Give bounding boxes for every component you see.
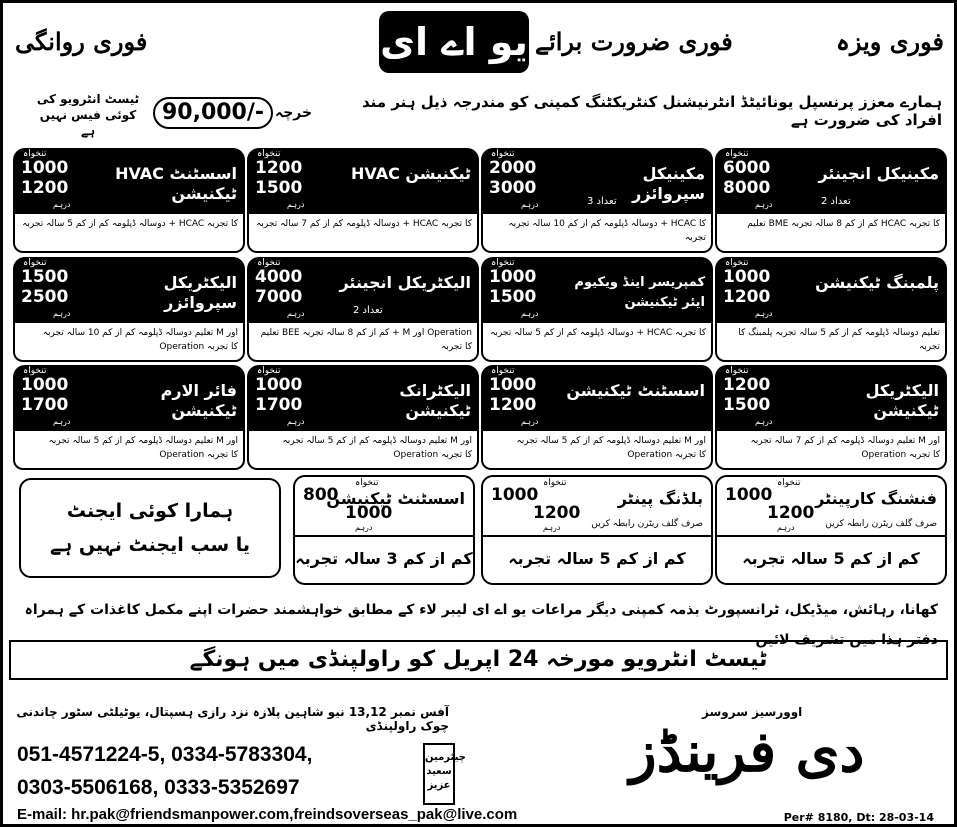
salary-label: تنخواہ [543, 478, 567, 488]
salary-min: 1000 [21, 158, 69, 178]
salary-max: 1200 [489, 395, 537, 415]
salary-min: 800 [303, 485, 339, 505]
facilities-text: کھانا، رہائش، میڈیکل، ٹرانسپورٹ بذمہ کمپنی دیگر مراعات یو اے ای لیبر لاء کے مطابق خواہشمند حضرات اپنے مکمل کاغذات کے ہمراہ دفتر ہذا میں تشریف لائیں [24, 602, 938, 648]
job-requirements: تعلیم BME کم از کم 8 سالہ تجربہ HCAC کا تجربہ [715, 214, 947, 253]
salary-unit: درہم [53, 417, 71, 426]
salary-min: 6000 [723, 158, 771, 178]
salary-max: 1700 [255, 395, 303, 415]
salary-max: 7000 [255, 287, 303, 307]
job-title: مکینیکل انجینئر [818, 164, 939, 183]
job-title: فائر الارم ٹیکنیشن [160, 381, 237, 420]
salary-label: تنخواہ [257, 149, 281, 159]
email-addresses: E-mail: hr.pak@friendsmanpower.com,freindsoverseas_pak@live.com [17, 806, 518, 823]
salary-max: 1200 [767, 503, 815, 523]
job-requirements: دوسالہ ڈپلومہ کم از کم 7 سالہ تجربہ + HCAC کا تجربہ [247, 214, 479, 253]
job-card [481, 148, 713, 253]
job-title: الیکٹریکل ٹیکنیشن [865, 381, 939, 420]
salary-label: تنخواہ [257, 366, 281, 376]
job-card [715, 475, 947, 585]
job-title: اسسٹنٹ ٹیکنیشن [566, 381, 705, 400]
salary-max: 1500 [489, 287, 537, 307]
job-title: الیکٹرانک ٹیکنیشن [399, 381, 471, 420]
job-requirements: دوسالہ ڈپلومہ کم از کم 5 سالہ تجربہ + HCAC کا تجربہ [481, 323, 713, 362]
brand-name: دی فرینڈز [629, 719, 865, 785]
salary-label: تنخواہ [491, 258, 515, 268]
salary-unit: درہم [777, 523, 795, 532]
job-requirements: کم از کم 5 سالہ تجربہ [481, 537, 713, 585]
job-card [481, 365, 713, 470]
job-requirements: تعلیم دوسالہ ڈپلومہ کم از کم 5 سالہ تجربہ M اور Operation کا تجربہ [481, 431, 713, 470]
job-title: الیکٹریکل انجینئر [339, 273, 471, 292]
salary-max: 8000 [723, 178, 771, 198]
job-card [715, 148, 947, 253]
salary-unit: درہم [755, 417, 773, 426]
salary-unit: درہم [53, 309, 71, 318]
job-requirements: دوسالہ ڈپلومہ کم از کم 5 سالہ تجربہ + HCAC کا تجربہ [13, 214, 245, 253]
salary-label: تنخواہ [23, 149, 47, 159]
no-agent-box [19, 478, 281, 578]
salary-unit: درہم [521, 309, 539, 318]
salary-unit: درہم [287, 200, 305, 209]
salary-max: 1500 [723, 395, 771, 415]
salary-unit: درہم [521, 417, 539, 426]
salary-max: 2500 [21, 287, 69, 307]
job-card [715, 365, 947, 470]
test-interview-notice: ٹیسٹ انٹرویو مورخہ 24 اپریل کو راولپنڈی میں ہونگے [9, 640, 948, 680]
job-card [293, 475, 475, 585]
job-title: بلڈنگ پینٹر [617, 489, 703, 508]
chairman-name: سعید عزیز [426, 766, 452, 791]
job-count: تعداد 2 [353, 305, 383, 316]
header-urgent: فوری ضرورت برائے [535, 27, 733, 56]
salary-unit: درہم [355, 523, 373, 532]
fee-note: ٹیسٹ انٹرویو کی کوئی فیس نہیں ہے [36, 92, 140, 138]
salary-max: 1200 [723, 287, 771, 307]
salary-min: 1200 [723, 375, 771, 395]
salary-min: 1000 [489, 375, 537, 395]
salary-min: 1000 [21, 375, 69, 395]
header-country: یو اے ای [379, 11, 529, 73]
salary-min: 1500 [21, 267, 69, 287]
job-requirements: تعلیم دوسالہ ڈپلومہ کم از کم 5 سالہ تجربہ پلمبنگ کا تجربہ [715, 323, 947, 362]
job-title: فنشنگ کارپینٹر [815, 489, 937, 508]
job-requirements: تعلیم BEE کم از کم 8 سالہ تجربہ + M اور Operation کا تجربہ [247, 323, 479, 362]
amount-badge: 90,000/- [153, 97, 273, 129]
salary-min: 1000 [489, 267, 537, 287]
job-card [247, 257, 479, 362]
no-agent-line2: یا سب ایجنٹ نہیں ہے [49, 534, 251, 556]
salary-unit: درہم [521, 200, 539, 209]
salary-max: 1700 [21, 395, 69, 415]
job-requirements: دوسالہ ڈپلومہ کم از کم 10 سالہ تجربہ + HCAC کا تجربہ [481, 214, 713, 253]
job-requirements: کم از کم 5 سالہ تجربہ [715, 537, 947, 585]
salary-label: تنخواہ [257, 258, 281, 268]
job-requirements: تعلیم دوسالہ ڈپلومہ کم از کم 5 سالہ تجربہ M اور Operation کا تجربہ [13, 431, 245, 470]
job-requirements: تعلیم دوسالہ ڈپلومہ کم از کم 7 سالہ تجربہ M اور Operation کا تجربہ [715, 431, 947, 470]
chairman-box [423, 743, 466, 805]
salary-unit: درہم [755, 200, 773, 209]
salary-label: تنخواہ [777, 478, 801, 488]
job-card [715, 257, 947, 362]
job-card [247, 365, 479, 470]
salary-min: 1000 [491, 485, 539, 505]
job-count: تعداد 3 [587, 196, 617, 207]
job-title: پلمبنگ ٹیکنیشن [815, 273, 939, 292]
salary-max: 1500 [255, 178, 303, 198]
salary-unit: درہم [287, 417, 305, 426]
chairman-title: چیئرمین [425, 752, 466, 763]
job-title: مکینیکل سپروائزر [632, 164, 705, 203]
job-card [13, 148, 245, 253]
phone-line-1: 051-4571224-5, 0334-5783304, [17, 743, 313, 766]
job-title: اسسٹنٹ ٹیکنیشن [326, 489, 465, 508]
salary-label: تنخواہ [725, 149, 749, 159]
salary-min: 1000 [725, 485, 773, 505]
header [9, 9, 948, 77]
job-card [13, 257, 245, 362]
salary-unit: درہم [755, 309, 773, 318]
job-card [247, 148, 479, 253]
phone-line-2: 0303-5506168, 0333-5352697 [17, 776, 300, 799]
amount-label: خرچہ [275, 105, 313, 121]
job-requirements: تعلیم دوسالہ ڈپلومہ کم از کم 10 سالہ تجربہ M اور Operation کا تجربہ [13, 323, 245, 362]
salary-label: تنخواہ [23, 258, 47, 268]
no-agent-line1: ہمارا کوئی ایجنٹ [66, 500, 234, 522]
salary-unit: درہم [543, 523, 561, 532]
phone-numbers [17, 738, 312, 804]
job-title: HVAC اسسٹنٹ ٹیکنیشن [115, 164, 237, 203]
header-right: فوری ویزہ [835, 27, 944, 56]
salary-min: 4000 [255, 267, 303, 287]
job-title: HVAC ٹیکنیشن [351, 164, 471, 183]
permission-number: Per# 8180, Dt: 28-03-14 [783, 811, 934, 824]
job-title: کمپریسر اینڈ ویکیوم ایئر ٹیکنیشن [574, 275, 705, 310]
job-card [481, 475, 713, 585]
salary-label: تنخواہ [491, 149, 515, 159]
job-card [481, 257, 713, 362]
header-left: فوری روانگی [15, 27, 148, 56]
salary-min: 2000 [489, 158, 537, 178]
job-count: تعداد 2 [821, 196, 851, 207]
salary-label: تنخواہ [23, 366, 47, 376]
gulf-return-note: صرف گلف ریٹرن رابطہ کریں [825, 519, 937, 529]
brand-services: اوورسیز سروسز [702, 705, 803, 719]
salary-max: 1000 [345, 503, 393, 523]
job-requirements: تعلیم دوسالہ ڈپلومہ کم از کم 5 سالہ تجربہ M اور Operation کا تجربہ [247, 431, 479, 470]
salary-max: 1200 [533, 503, 581, 523]
salary-label: تنخواہ [491, 366, 515, 376]
salary-unit: درہم [287, 309, 305, 318]
job-title: الیکٹریکل سپروائزر [163, 273, 237, 312]
salary-min: 1000 [255, 375, 303, 395]
salary-min: 1000 [723, 267, 771, 287]
salary-max: 1200 [21, 178, 69, 198]
salary-label: تنخواہ [725, 366, 749, 376]
intro-text: ہمارے معزز پرنسپل یونائیٹڈ انٹرنیشنل کنٹریکٹنگ کمپنی کو مندرجہ ذیل ہنر مند افراد کی ضرورت ہے [362, 93, 942, 129]
job-requirements: کم از کم 3 سالہ تجربہ [293, 537, 475, 585]
office-address: آفس نمبر 13,12 نیو شاہین پلازہ نزد رازی ہسپتال، یوٹیلٹی سٹور چاندنی چوک راولپنڈی [16, 705, 449, 733]
salary-unit: درہم [53, 200, 71, 209]
salary-label: تنخواہ [725, 258, 749, 268]
salary-min: 1200 [255, 158, 303, 178]
salary-max: 3000 [489, 178, 537, 198]
job-card [13, 365, 245, 470]
salary-label: تنخواہ [355, 478, 379, 488]
gulf-return-note: صرف گلف ریٹرن رابطہ کریں [591, 519, 703, 529]
brand-logo [552, 703, 942, 813]
